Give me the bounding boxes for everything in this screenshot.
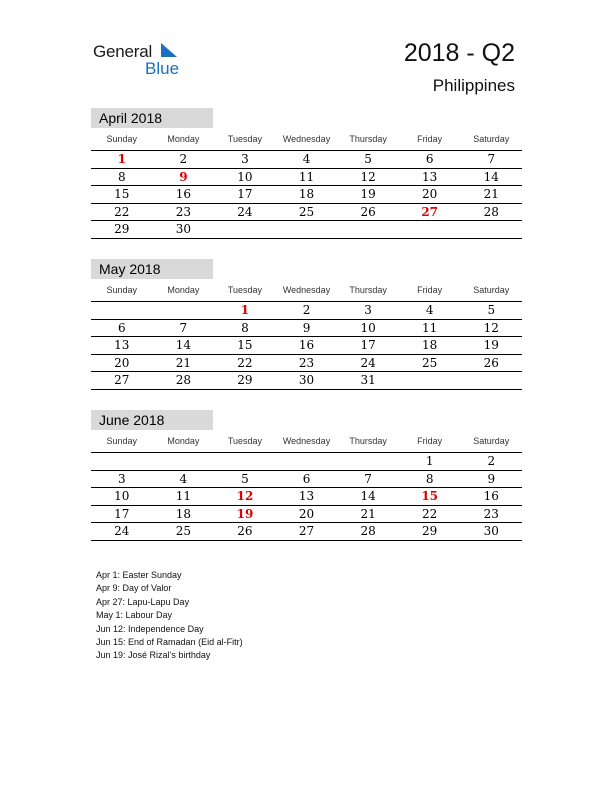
- holiday-note: Apr 1: Easter Sunday: [96, 570, 182, 580]
- day-cell: 16: [175, 187, 191, 202]
- week-row: [91, 523, 522, 541]
- day-cell: 6: [302, 471, 311, 486]
- day-cell: 3: [117, 471, 126, 486]
- day-cell: 13: [298, 489, 315, 504]
- day-cell: 30: [298, 373, 315, 388]
- day-cell: 2: [179, 152, 188, 167]
- week-rows: [91, 302, 522, 390]
- week-rows: [91, 453, 522, 541]
- day-cell: 29: [114, 222, 130, 237]
- day-cell: 26: [360, 204, 376, 219]
- day-cell: 16: [298, 338, 315, 353]
- day-cell: 18: [422, 338, 438, 353]
- day-cell: 25: [422, 355, 438, 370]
- weekday-label: Tuesday: [227, 134, 263, 144]
- day-cell: 2: [302, 303, 311, 318]
- month-calendar-june: [91, 410, 522, 541]
- day-cell: 9: [179, 169, 188, 184]
- day-cell: 9: [487, 471, 496, 486]
- logo-blue-text: Blue: [145, 59, 180, 78]
- holiday-note: Jun 15: End of Ramadan (Eid al-Fitr): [96, 637, 243, 648]
- holiday-note: Apr 9: Day of Valor: [96, 583, 172, 594]
- day-cell: 1: [425, 454, 434, 469]
- weekday-header: [91, 279, 522, 302]
- day-cell: 30: [175, 222, 191, 237]
- day-cell: 11: [175, 489, 191, 504]
- day-cell: 5: [241, 471, 249, 486]
- day-cell: 14: [175, 338, 191, 353]
- day-cell: 31: [360, 373, 376, 388]
- day-cell: 29: [237, 373, 253, 388]
- day-cell: 30: [483, 524, 499, 539]
- day-cell: 18: [298, 187, 315, 202]
- weekday-header: [91, 430, 522, 453]
- day-cell: 8: [241, 320, 249, 335]
- day-cell: 6: [425, 152, 434, 167]
- day-cell: 27: [114, 373, 130, 388]
- weekday-label: Friday: [417, 285, 443, 295]
- week-row: [91, 372, 522, 390]
- day-cell: 4: [302, 152, 311, 167]
- day-cell: 12: [236, 489, 254, 504]
- weekday-label: Friday: [417, 134, 443, 144]
- day-cell: 24: [114, 524, 130, 539]
- week-row: [91, 355, 522, 373]
- weekday-label: Sunday: [106, 436, 138, 446]
- day-cell: 10: [360, 320, 376, 335]
- day-cell: 4: [425, 303, 434, 318]
- day-cell: 8: [117, 169, 126, 184]
- week-row: [91, 204, 522, 222]
- day-cell: 23: [298, 355, 315, 370]
- day-cell: 27: [298, 524, 315, 539]
- day-cell: 11: [298, 169, 315, 184]
- logo-general-text: General: [93, 42, 153, 61]
- page-title: 2018 - Q2: [403, 39, 515, 67]
- day-cell: 13: [422, 169, 438, 184]
- day-cell: 17: [237, 187, 253, 202]
- month-label: April 2018: [91, 108, 213, 128]
- day-cell: 28: [483, 204, 499, 219]
- holiday-note: Apr 27: Lapu-Lapu Day: [96, 596, 190, 607]
- day-cell: 14: [483, 169, 499, 184]
- day-cell: 22: [114, 204, 130, 219]
- day-cell: 26: [237, 524, 253, 539]
- day-cell: 21: [175, 355, 191, 370]
- day-cell: 13: [114, 338, 130, 353]
- day-cell: 10: [237, 169, 253, 184]
- weekday-label: Sunday: [106, 134, 138, 144]
- day-cell: 24: [360, 355, 376, 370]
- weekday-label: Thursday: [349, 134, 387, 144]
- week-row: [91, 186, 522, 204]
- week-row: [91, 337, 522, 355]
- day-cell: 12: [483, 320, 499, 335]
- day-cell: 5: [364, 152, 372, 167]
- day-cell: 28: [175, 373, 191, 388]
- weekday-label: Tuesday: [227, 436, 263, 446]
- day-cell: 23: [483, 506, 499, 521]
- month-calendar-april: [91, 108, 522, 239]
- weekday-label: Monday: [167, 436, 200, 446]
- day-cell: 28: [360, 524, 376, 539]
- holiday-note: Jun 12: Independence Day: [96, 623, 204, 634]
- weekday-label: Saturday: [473, 134, 510, 144]
- week-row: [91, 453, 522, 471]
- day-cell: 7: [364, 471, 372, 486]
- weekday-label: Saturday: [473, 285, 510, 295]
- month-calendar-may: [91, 259, 522, 390]
- weekday-label: Friday: [417, 436, 443, 446]
- day-cell: 10: [114, 489, 130, 504]
- day-cell: 18: [175, 506, 191, 521]
- weekday-label: Wednesday: [282, 285, 331, 295]
- month-label: May 2018: [91, 259, 213, 279]
- day-cell: 8: [425, 471, 434, 486]
- day-cell: 3: [364, 303, 372, 318]
- day-cell: 25: [298, 204, 315, 219]
- day-cell: 15: [421, 489, 439, 504]
- day-cell: 6: [117, 320, 126, 335]
- day-cell: 7: [487, 152, 496, 167]
- day-cell: 19: [360, 187, 376, 202]
- day-cell: 20: [114, 355, 130, 370]
- holiday-notes: [96, 569, 243, 663]
- day-cell: 22: [422, 506, 438, 521]
- weekday-label: Wednesday: [282, 134, 331, 144]
- day-cell: 17: [114, 506, 130, 521]
- day-cell: 19: [236, 506, 254, 521]
- week-row: [91, 221, 522, 239]
- day-cell: 1: [240, 303, 250, 318]
- weekday-header: [91, 128, 522, 151]
- day-cell: 9: [302, 320, 311, 335]
- week-row: [91, 506, 522, 524]
- day-cell: 17: [360, 338, 376, 353]
- day-cell: 15: [237, 338, 253, 353]
- day-cell: 2: [487, 454, 496, 469]
- day-cell: 12: [360, 169, 376, 184]
- day-cell: 20: [298, 506, 315, 521]
- week-row: [91, 488, 522, 506]
- day-cell: 19: [483, 338, 499, 353]
- week-row: [91, 169, 522, 187]
- logo-triangle-icon: [161, 43, 177, 57]
- weekday-label: Saturday: [473, 436, 510, 446]
- day-cell: 4: [179, 471, 188, 486]
- weekday-label: Monday: [167, 285, 200, 295]
- country-name: Philippines: [432, 76, 515, 95]
- day-cell: 20: [422, 187, 438, 202]
- day-cell: 26: [483, 355, 499, 370]
- day-cell: 7: [179, 320, 188, 335]
- weekday-label: Wednesday: [282, 436, 331, 446]
- day-cell: 11: [422, 320, 438, 335]
- day-cell: 23: [175, 204, 191, 219]
- logo: [93, 40, 193, 80]
- day-cell: 27: [421, 204, 439, 219]
- weekday-label: Thursday: [349, 285, 387, 295]
- weekday-label: Monday: [167, 134, 200, 144]
- week-row: [91, 302, 522, 320]
- day-cell: 24: [237, 204, 253, 219]
- weekday-label: Thursday: [349, 436, 387, 446]
- week-row: [91, 471, 522, 489]
- month-label: June 2018: [91, 410, 213, 430]
- week-row: [91, 151, 522, 169]
- day-cell: 25: [175, 524, 191, 539]
- weekday-label: Tuesday: [227, 285, 263, 295]
- day-cell: 3: [241, 152, 249, 167]
- day-cell: 16: [483, 489, 499, 504]
- day-cell: 21: [360, 506, 376, 521]
- week-row: [91, 320, 522, 338]
- day-cell: 22: [237, 355, 253, 370]
- day-cell: 14: [360, 489, 376, 504]
- holiday-note: May 1: Labour Day: [96, 610, 173, 621]
- holiday-note: Jun 19: José Rizal’s birthday: [96, 650, 211, 661]
- day-cell: 1: [117, 152, 126, 167]
- weekday-label: Sunday: [106, 285, 138, 295]
- day-cell: 5: [487, 303, 496, 318]
- day-cell: 21: [483, 187, 499, 202]
- day-cell: 29: [422, 524, 438, 539]
- week-rows: [91, 151, 522, 239]
- day-cell: 15: [114, 187, 130, 202]
